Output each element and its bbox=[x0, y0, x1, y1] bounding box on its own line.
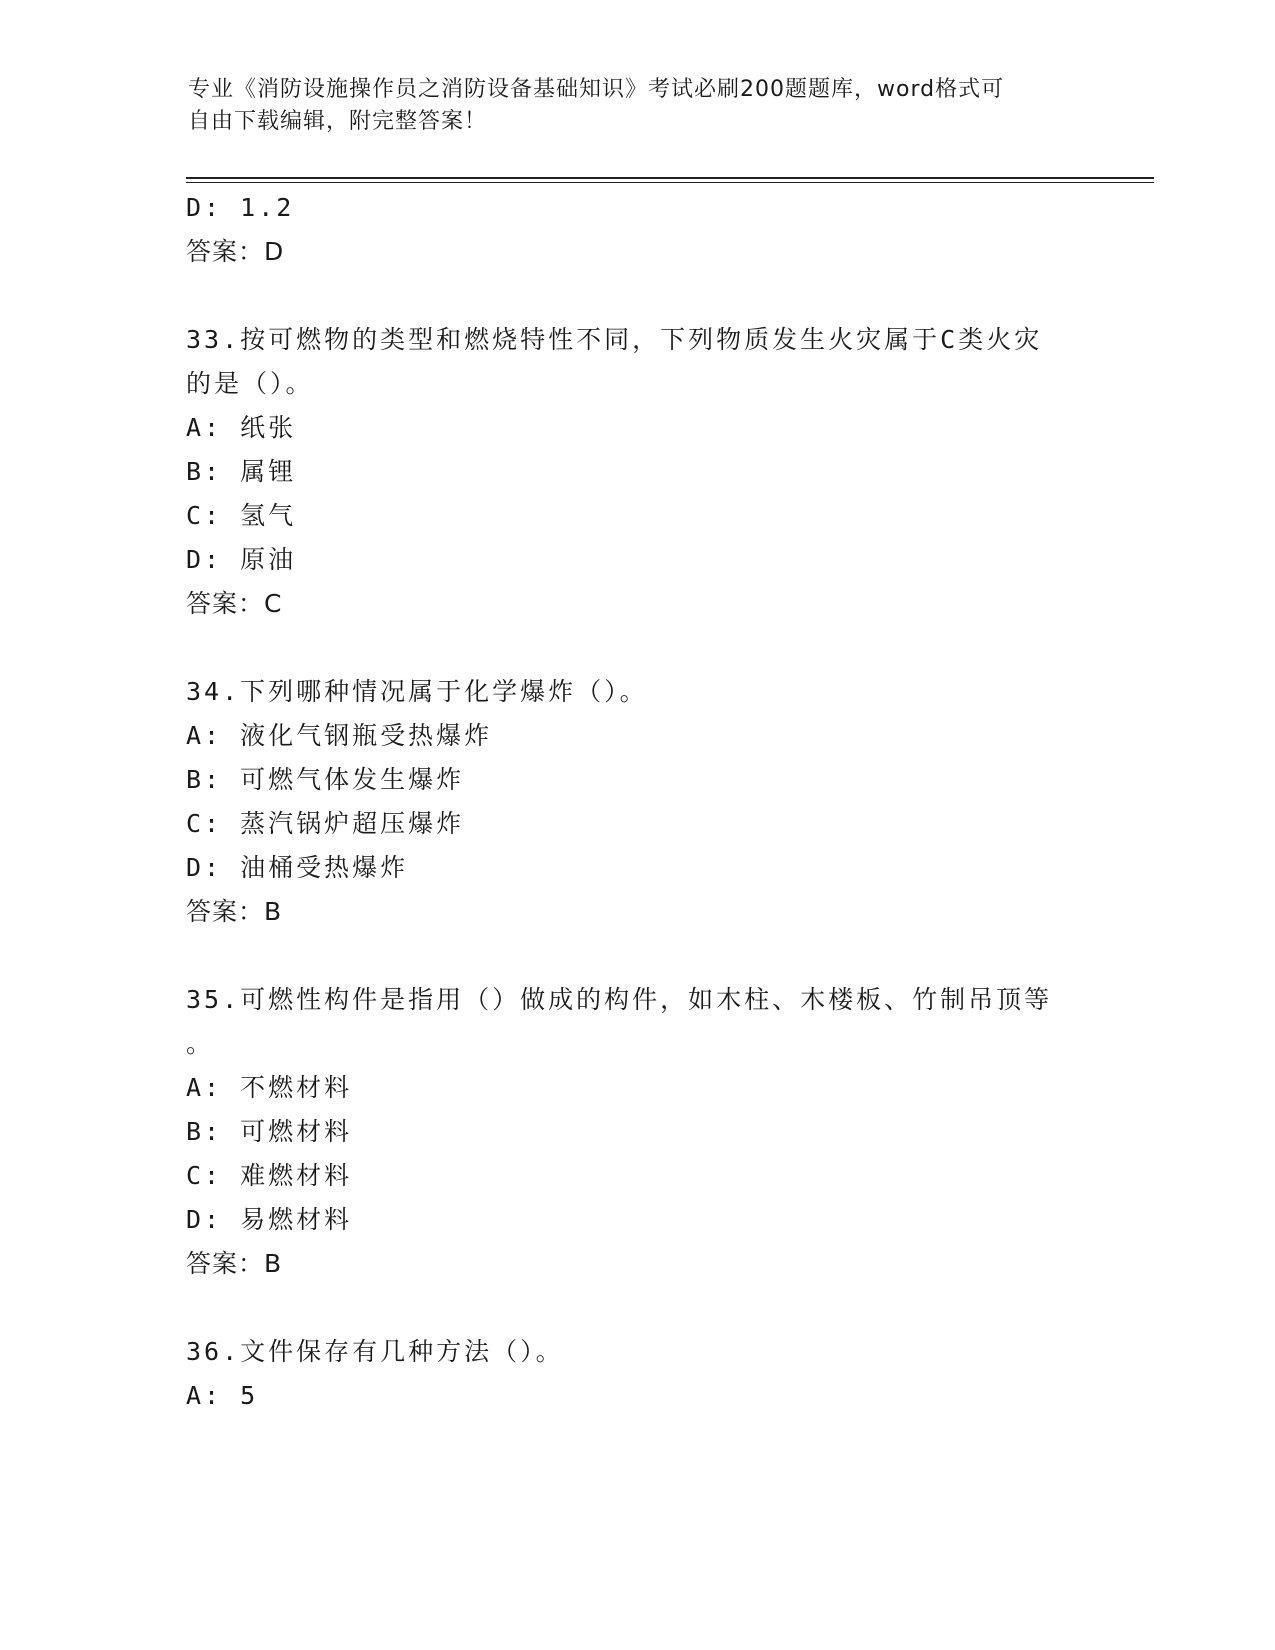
q34-stem-line-1: 34.下列哪种情况属于化学爆炸（）。 bbox=[186, 677, 648, 706]
document-header bbox=[188, 74, 1068, 138]
q35-stem-line-2: 。 bbox=[186, 1029, 215, 1058]
q35-answer: 答案：B bbox=[186, 1249, 283, 1278]
q33-stem-line-1: 33.按可燃物的类型和燃烧特性不同，下列物质发生火灾属于C类火灾 bbox=[186, 325, 1043, 354]
q33-answer: 答案：C bbox=[186, 589, 283, 618]
q33-stem-line-2: 的是（）。 bbox=[186, 369, 314, 398]
q33-option-b: B: 属锂 bbox=[186, 457, 297, 486]
header-line-2: 自由下载编辑，附完整答案！ bbox=[188, 109, 488, 134]
q33-option-d: D: 原油 bbox=[186, 545, 297, 574]
prev-answer: 答案：D bbox=[186, 237, 285, 266]
q33-option-a: A: 纸张 bbox=[186, 413, 297, 442]
q35-option-d: D: 易燃材料 bbox=[186, 1205, 353, 1234]
q33-option-c: C: 氢气 bbox=[186, 501, 297, 530]
q35-option-c: C: 难燃材料 bbox=[186, 1161, 353, 1190]
header-divider-thin bbox=[186, 182, 1154, 183]
q35-option-b: B: 可燃材料 bbox=[186, 1117, 353, 1146]
q35-option-a: A: 不燃材料 bbox=[186, 1073, 353, 1102]
q34-option-d: D: 油桶受热爆炸 bbox=[186, 853, 409, 882]
q34-option-b: B: 可燃气体发生爆炸 bbox=[186, 765, 465, 794]
header-line-1: 专业《消防设施操作员之消防设备基础知识》考试必刷200题题库，word格式可 bbox=[188, 77, 1005, 102]
prev-option-d: D: 1.2 bbox=[186, 193, 295, 222]
q35-stem-line-1: 35.可燃性构件是指用（）做成的构件，如木柱、木楼板、竹制吊顶等 bbox=[186, 985, 1053, 1014]
q36-option-a: A: 5 bbox=[186, 1381, 259, 1410]
q36-stem-line-1: 36.文件保存有几种方法（）。 bbox=[186, 1337, 564, 1366]
q34-option-a: A: 液化气钢瓶受热爆炸 bbox=[186, 721, 493, 750]
header-divider-thick bbox=[186, 177, 1154, 179]
q34-answer: 答案：B bbox=[186, 897, 283, 926]
q34-option-c: C: 蒸汽锅炉超压爆炸 bbox=[186, 809, 465, 838]
